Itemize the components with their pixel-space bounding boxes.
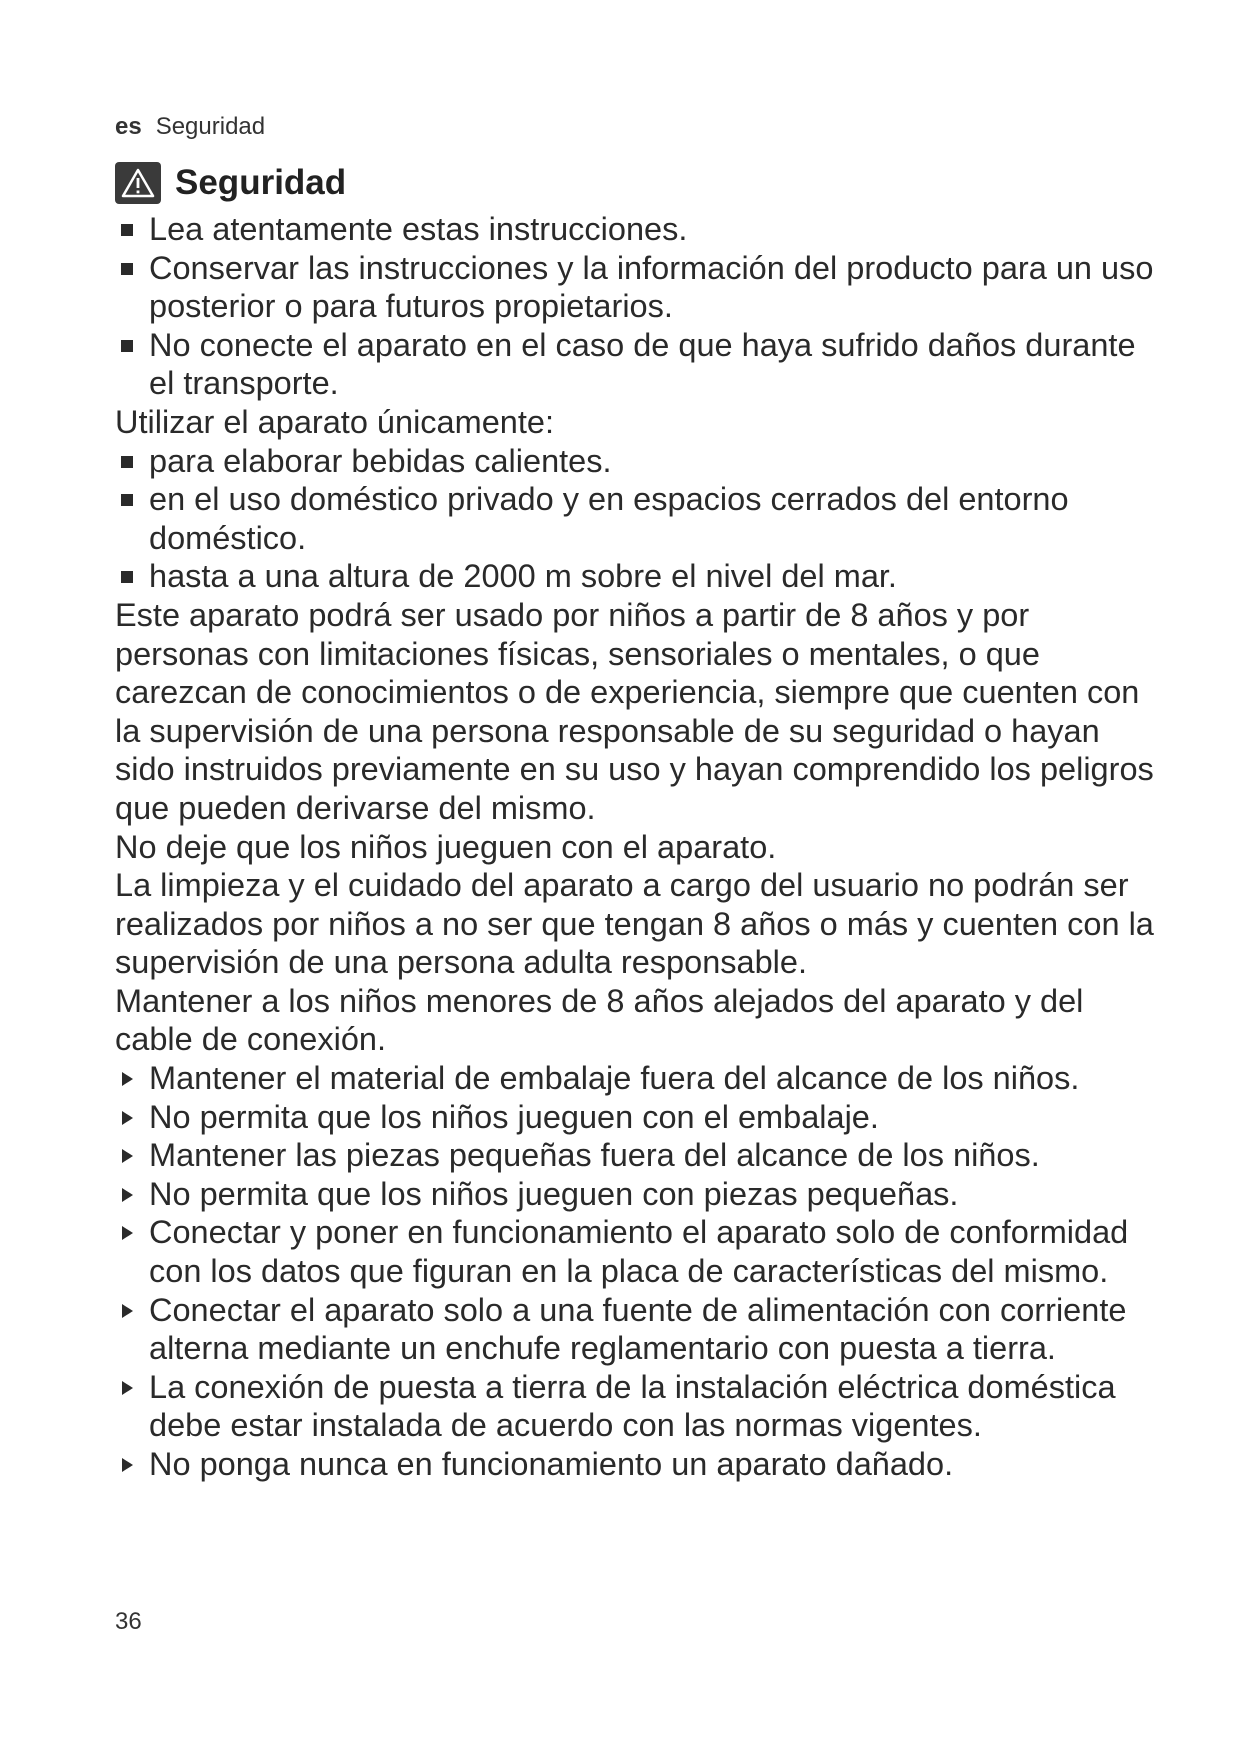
action-item [115,1136,1155,1175]
square-bullet-icon [121,456,133,468]
triangle-bullet-icon [122,1111,133,1125]
bullet-item [115,480,1155,557]
action-item [115,1445,1155,1484]
language-code: es [115,113,142,140]
action-text: Conectar el aparato solo a una fuente de alimentación con corriente alterna mediante un enchufe reglamentario con puesta a tierra. [149,1291,1127,1367]
action-text: Conectar y poner en funcionamiento el aparato solo de conformidad con los datos que figuran en la placa de características del mismo. [149,1214,1129,1290]
page-title: Seguridad [175,163,347,202]
triangle-bullet-icon [122,1072,133,1086]
action-text: La conexión de puesta a tierra de la instalación eléctrica doméstica debe estar instalada de acuerdo con las normas vigentes. [149,1368,1116,1444]
square-bullet-icon [121,263,133,275]
bullet-item [115,210,1155,249]
triangle-bullet-icon [122,1149,133,1163]
square-bullet-icon [121,224,133,236]
triangle-bullet-icon [122,1381,133,1395]
bullet-item [115,557,1155,596]
bullet-text: No conecte el aparato en el caso de que haya sufrido daños durante el transporte. [149,326,1136,402]
section-title [115,160,346,206]
bullet-text: hasta a una altura de 2000 m sobre el nivel del mar. [149,558,897,595]
running-header [115,113,265,141]
triangle-bullet-icon [122,1304,133,1318]
bullet-text: Lea atentamente estas instrucciones. [149,211,688,247]
square-bullet-icon [121,494,133,506]
square-bullet-icon [121,340,133,352]
action-text: Mantener el material de embalaje fuera del alcance de los niños. [149,1060,1080,1097]
paragraph: Mantener a los niños menores de 8 años alejados del aparato y del cable de conexión. [115,982,1084,1058]
action-text: No permita que los niños jueguen con piezas pequeñas. [149,1175,959,1212]
paragraph: No deje que los niños jueguen con el aparato. [115,828,777,865]
action-text: Mantener las piezas pequeñas fuera del alcance de los niños. [149,1137,1040,1174]
action-item [115,1059,1155,1098]
action-item [115,1098,1155,1137]
action-item [115,1213,1155,1290]
page-number: 36 [115,1608,142,1635]
action-text: No permita que los niños jueguen con el embalaje. [149,1098,879,1135]
safety-body [115,210,1155,1484]
triangle-bullet-icon [122,1226,133,1240]
action-item [115,1368,1155,1445]
usage-lead: Utilizar el aparato únicamente: [115,403,554,440]
action-item [115,1291,1155,1368]
triangle-bullet-icon [122,1188,133,1202]
triangle-bullet-icon [122,1458,133,1472]
paragraph: Este aparato podrá ser usado por niños a partir de 8 años y por personas con limitaciones físicas, sensoriales o mentales, o que carezcan de conocimientos o de experiencia, siempre que cuenten con la supervisión de una persona responsable de su seguridad o hayan sido instruidos previamente en su uso y hayan comprendido los peligros que pueden derivarse del mismo. [115,596,1154,826]
action-item [115,1175,1155,1214]
warning-icon [115,162,161,204]
header-section-name: Seguridad [155,113,266,140]
bullet-text: en el uso doméstico privado y en espacios cerrados del entorno doméstico. [149,481,1069,556]
bullet-item [115,442,1155,481]
action-text: No ponga nunca en funcionamiento un aparato dañado. [149,1446,954,1482]
bullet-item [115,249,1155,326]
bullet-text: Conservar las instrucciones y la información del producto para un uso posterior o para futuros propietarios. [149,249,1154,325]
square-bullet-icon [121,571,133,583]
bullet-item [115,326,1155,403]
paragraph: La limpieza y el cuidado del aparato a cargo del usuario no podrán ser realizados por niños a no ser que tengan 8 años o más y cuenten con la supervisión de una persona adulta responsable. [115,867,1154,981]
bullet-text: para elaborar bebidas calientes. [149,442,612,479]
